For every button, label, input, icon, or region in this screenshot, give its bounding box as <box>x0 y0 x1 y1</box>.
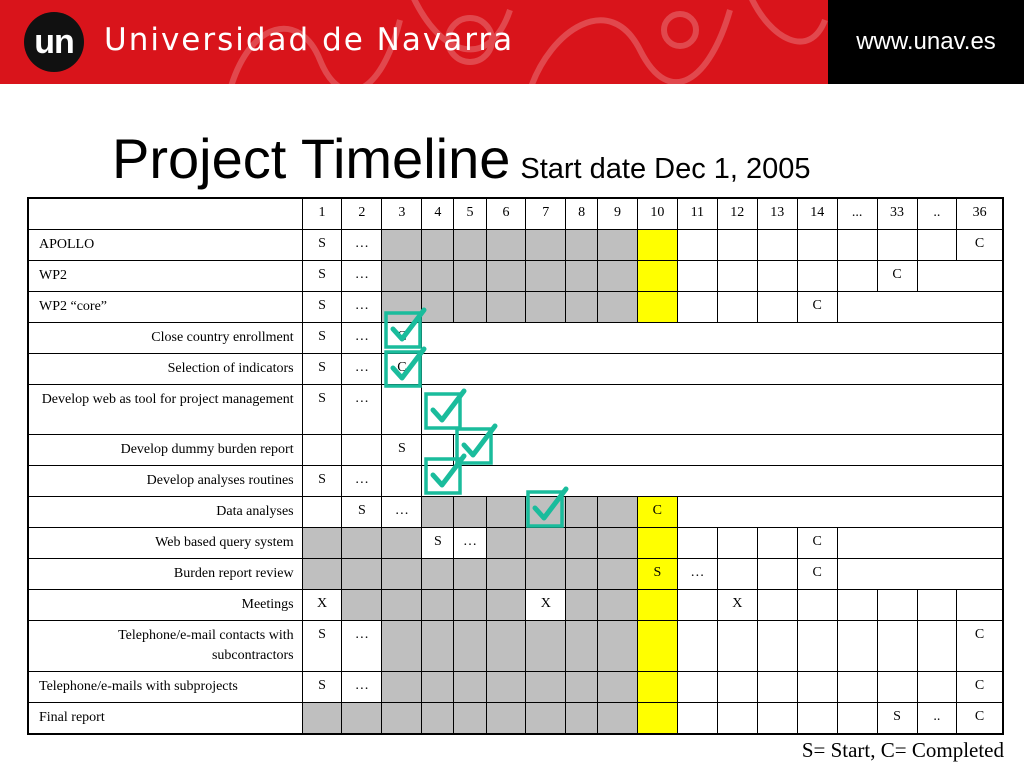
row-label: Develop analyses routines <box>28 465 302 496</box>
column-header: 33 <box>877 198 917 229</box>
timeline-cell <box>717 291 757 322</box>
row-label: Develop web as tool for project management <box>28 384 302 434</box>
timeline-cell <box>677 671 717 702</box>
timeline-cell <box>917 589 957 620</box>
timeline-cell: S <box>302 291 342 322</box>
timeline-cell <box>422 671 454 702</box>
timeline-cell <box>486 702 526 734</box>
timeline-cell: C <box>797 291 837 322</box>
title-subtitle: Start date Dec 1, 2005 <box>520 153 811 185</box>
timeline-cell <box>566 291 598 322</box>
checkmark-icon <box>384 346 428 388</box>
timeline-cell <box>454 702 486 734</box>
timeline-cell <box>566 229 598 260</box>
timeline-cell <box>454 291 486 322</box>
timeline-cell: … <box>342 465 382 496</box>
column-header: 3 <box>382 198 422 229</box>
timeline-cell <box>598 260 638 291</box>
timeline-cell <box>797 702 837 734</box>
column-header: 36 <box>957 198 1003 229</box>
column-header: 4 <box>422 198 454 229</box>
table-row <box>28 620 1003 671</box>
timeline-cell <box>526 671 566 702</box>
timeline-cell <box>302 434 342 465</box>
timeline-cell <box>382 527 422 558</box>
timeline-cell <box>302 558 342 589</box>
timeline-cell: C <box>382 353 422 384</box>
timeline-cell <box>797 671 837 702</box>
timeline-cell <box>422 260 454 291</box>
empty-span-cell <box>917 260 1003 291</box>
timeline-cell: … <box>677 558 717 589</box>
table-row <box>28 384 1003 434</box>
timeline-cell: C <box>957 229 1003 260</box>
timeline-cell <box>454 496 486 527</box>
timeline-cell <box>566 589 598 620</box>
column-header: 1 <box>302 198 342 229</box>
timeline-cell <box>342 434 382 465</box>
column-header: .. <box>917 198 957 229</box>
empty-span-cell <box>837 558 1003 589</box>
page-title <box>112 126 811 191</box>
column-header: 12 <box>717 198 757 229</box>
empty-span-cell <box>422 465 1003 496</box>
table-header-row <box>28 198 1003 229</box>
row-label: Telephone/e-mails with subprojects <box>28 671 302 702</box>
timeline-cell <box>454 671 486 702</box>
timeline-cell <box>837 671 877 702</box>
timeline-cell: … <box>382 496 422 527</box>
timeline-cell: C <box>877 260 917 291</box>
timeline-cell: … <box>342 229 382 260</box>
row-label: Web based query system <box>28 527 302 558</box>
row-label: Burden report review <box>28 558 302 589</box>
timeline-cell: … <box>342 260 382 291</box>
timeline-cell: … <box>342 671 382 702</box>
timeline-cell <box>566 558 598 589</box>
timeline-cell <box>917 671 957 702</box>
timeline-cell <box>677 702 717 734</box>
timeline-cell <box>717 260 757 291</box>
timeline-cell <box>598 496 638 527</box>
timeline-cell <box>342 527 382 558</box>
row-label: Selection of indicators <box>28 353 302 384</box>
timeline-cell <box>757 589 797 620</box>
timeline-cell <box>566 260 598 291</box>
timeline-cell <box>677 229 717 260</box>
timeline-cell <box>486 527 526 558</box>
table-row <box>28 527 1003 558</box>
timeline-cell: … <box>342 384 382 434</box>
timeline-cell <box>486 291 526 322</box>
table-row <box>28 291 1003 322</box>
website-url[interactable]: www.unav.es <box>828 0 1024 84</box>
column-header: ... <box>837 198 877 229</box>
timeline-cell <box>637 702 677 734</box>
table-row <box>28 353 1003 384</box>
timeline-cell <box>526 260 566 291</box>
timeline-cell: C <box>797 527 837 558</box>
timeline-cell: C <box>957 671 1003 702</box>
table-row <box>28 671 1003 702</box>
column-header: 10 <box>637 198 677 229</box>
timeline-cell <box>837 589 877 620</box>
column-header: 8 <box>566 198 598 229</box>
timeline-cell: X <box>717 589 757 620</box>
timeline-cell <box>486 260 526 291</box>
empty-span-cell <box>837 527 1003 558</box>
row-label: Develop dummy burden report <box>28 434 302 465</box>
timeline-cell: C <box>797 558 837 589</box>
table-row <box>28 465 1003 496</box>
timeline-cell <box>757 558 797 589</box>
timeline-cell <box>757 702 797 734</box>
timeline-cell: S <box>302 353 342 384</box>
row-label: WP2 “core” <box>28 291 302 322</box>
timeline-cell: S <box>302 384 342 434</box>
empty-span-cell <box>422 384 1003 434</box>
timeline-cell <box>837 260 877 291</box>
empty-span-cell <box>422 353 1003 384</box>
timeline-cell <box>877 620 917 671</box>
timeline-cell: C <box>957 620 1003 671</box>
timeline-cell <box>637 620 677 671</box>
timeline-cell <box>598 527 638 558</box>
timeline-cell <box>637 671 677 702</box>
table-row <box>28 434 1003 465</box>
timeline-cell <box>717 558 757 589</box>
timeline-cell <box>302 496 342 527</box>
timeline-cell <box>877 229 917 260</box>
timeline-cell <box>757 620 797 671</box>
timeline-cell <box>917 620 957 671</box>
timeline-cell: C <box>957 702 1003 734</box>
row-label: Close country enrollment <box>28 322 302 353</box>
empty-span-cell <box>837 291 1003 322</box>
table-row <box>28 229 1003 260</box>
timeline-cell: S <box>302 671 342 702</box>
table-row <box>28 496 1003 527</box>
timeline-cell <box>486 671 526 702</box>
timeline-cell <box>677 291 717 322</box>
empty-span-cell <box>677 496 1003 527</box>
timeline-cell <box>598 291 638 322</box>
timeline-cell: … <box>342 291 382 322</box>
timeline-cell <box>598 229 638 260</box>
timeline-cell: S <box>302 465 342 496</box>
timeline-cell <box>566 527 598 558</box>
timeline-cell <box>566 671 598 702</box>
column-header: 6 <box>486 198 526 229</box>
row-label: Meetings <box>28 589 302 620</box>
timeline-cell <box>382 229 422 260</box>
timeline-cell <box>637 589 677 620</box>
timeline-cell <box>877 671 917 702</box>
timeline-cell <box>717 229 757 260</box>
row-label: Data analyses <box>28 496 302 527</box>
timeline-cell: … <box>454 527 486 558</box>
timeline-cell <box>382 589 422 620</box>
timeline-cell <box>342 702 382 734</box>
timeline-cell <box>302 527 342 558</box>
timeline-cell <box>957 589 1003 620</box>
timeline-cell <box>486 229 526 260</box>
timeline-cell <box>717 671 757 702</box>
timeline-cell: S <box>302 620 342 671</box>
timeline-cell <box>757 527 797 558</box>
timeline-cell <box>797 260 837 291</box>
empty-span-cell <box>454 434 1003 465</box>
checkmark-icon <box>526 486 570 528</box>
timeline-cell <box>526 558 566 589</box>
header-blank <box>28 198 302 229</box>
timeline-cell <box>526 702 566 734</box>
timeline-cell: … <box>342 353 382 384</box>
column-header: 13 <box>757 198 797 229</box>
timeline-cell <box>526 291 566 322</box>
timeline-cell: C <box>637 496 677 527</box>
timeline-cell <box>637 229 677 260</box>
column-header: 9 <box>598 198 638 229</box>
row-label: WP2 <box>28 260 302 291</box>
timeline-cell <box>677 620 717 671</box>
timeline-cell: S <box>637 558 677 589</box>
legend: S= Start, C= Completed <box>801 738 1004 762</box>
timeline-cell <box>422 589 454 620</box>
checkmark-icon <box>384 307 428 349</box>
timeline-cell: C <box>382 322 422 353</box>
timeline-cell <box>526 620 566 671</box>
timeline-cell <box>717 527 757 558</box>
timeline-cell <box>486 620 526 671</box>
timeline-cell <box>566 496 598 527</box>
table-row <box>28 322 1003 353</box>
timeline-cell: … <box>342 620 382 671</box>
timeline-cell <box>677 260 717 291</box>
table-row <box>28 558 1003 589</box>
timeline-cell <box>637 291 677 322</box>
timeline-cell <box>598 671 638 702</box>
timeline-cell <box>382 260 422 291</box>
timeline-cell: S <box>422 527 454 558</box>
timeline-cell <box>422 558 454 589</box>
timeline-cell <box>917 229 957 260</box>
row-label: APOLLO <box>28 229 302 260</box>
timeline-cell <box>598 589 638 620</box>
timeline-cell <box>677 527 717 558</box>
column-header: 14 <box>797 198 837 229</box>
timeline-cell <box>526 229 566 260</box>
timeline-cell: S <box>342 496 382 527</box>
timeline-cell: S <box>877 702 917 734</box>
timeline-cell <box>797 229 837 260</box>
timeline-cell <box>486 558 526 589</box>
title-main: Project Timeline <box>112 127 511 190</box>
column-header: 2 <box>342 198 382 229</box>
timeline-cell <box>382 384 422 434</box>
timeline-cell <box>797 620 837 671</box>
timeline-cell <box>422 496 454 527</box>
timeline-cell <box>677 589 717 620</box>
timeline-cell <box>454 620 486 671</box>
timeline-table <box>27 197 1004 735</box>
row-label: Telephone/e-mail contacts with subcontractors <box>28 620 302 671</box>
timeline-cell: S <box>302 229 342 260</box>
timeline-cell: S <box>382 434 422 465</box>
timeline-cell: … <box>342 322 382 353</box>
university-name: Universidad de Navarra <box>104 22 515 58</box>
timeline-cell <box>797 589 837 620</box>
timeline-cell <box>382 465 422 496</box>
timeline-cell <box>566 620 598 671</box>
timeline-cell <box>486 496 526 527</box>
timeline-cell <box>717 620 757 671</box>
table-row <box>28 702 1003 734</box>
timeline-cell <box>342 589 382 620</box>
timeline-cell <box>637 527 677 558</box>
timeline-cell <box>342 558 382 589</box>
university-logo[interactable]: un <box>24 12 84 72</box>
timeline-cell <box>637 260 677 291</box>
timeline-cell <box>757 291 797 322</box>
timeline-cell <box>486 589 526 620</box>
timeline-cell <box>598 558 638 589</box>
timeline-cell: .. <box>917 702 957 734</box>
timeline-cell <box>598 620 638 671</box>
timeline-cell <box>454 589 486 620</box>
timeline-cell: X <box>526 589 566 620</box>
empty-span-cell <box>422 322 1003 353</box>
timeline-cell <box>717 702 757 734</box>
timeline-cell <box>422 229 454 260</box>
timeline-cell <box>566 702 598 734</box>
timeline-cell <box>382 702 422 734</box>
timeline-cell <box>757 671 797 702</box>
timeline-cell <box>526 527 566 558</box>
column-header: 7 <box>526 198 566 229</box>
column-header: 5 <box>454 198 486 229</box>
timeline-cell <box>302 702 342 734</box>
timeline-cell: X <box>302 589 342 620</box>
timeline-cell <box>422 702 454 734</box>
timeline-cell <box>877 589 917 620</box>
timeline-cell: S <box>302 260 342 291</box>
column-header: 11 <box>677 198 717 229</box>
timeline-cell <box>837 620 877 671</box>
table-row <box>28 589 1003 620</box>
timeline-cell: S <box>302 322 342 353</box>
timeline-cell <box>837 702 877 734</box>
checkmark-icon <box>424 453 468 495</box>
timeline-cell <box>454 260 486 291</box>
timeline-cell <box>382 671 422 702</box>
timeline-cell <box>382 620 422 671</box>
timeline-cell <box>757 260 797 291</box>
timeline-cell <box>837 229 877 260</box>
timeline-cell <box>422 620 454 671</box>
row-label: Final report <box>28 702 302 734</box>
table-row <box>28 260 1003 291</box>
timeline-cell <box>382 558 422 589</box>
timeline-cell <box>454 229 486 260</box>
timeline-cell <box>757 229 797 260</box>
timeline-cell <box>598 702 638 734</box>
timeline-cell <box>454 558 486 589</box>
